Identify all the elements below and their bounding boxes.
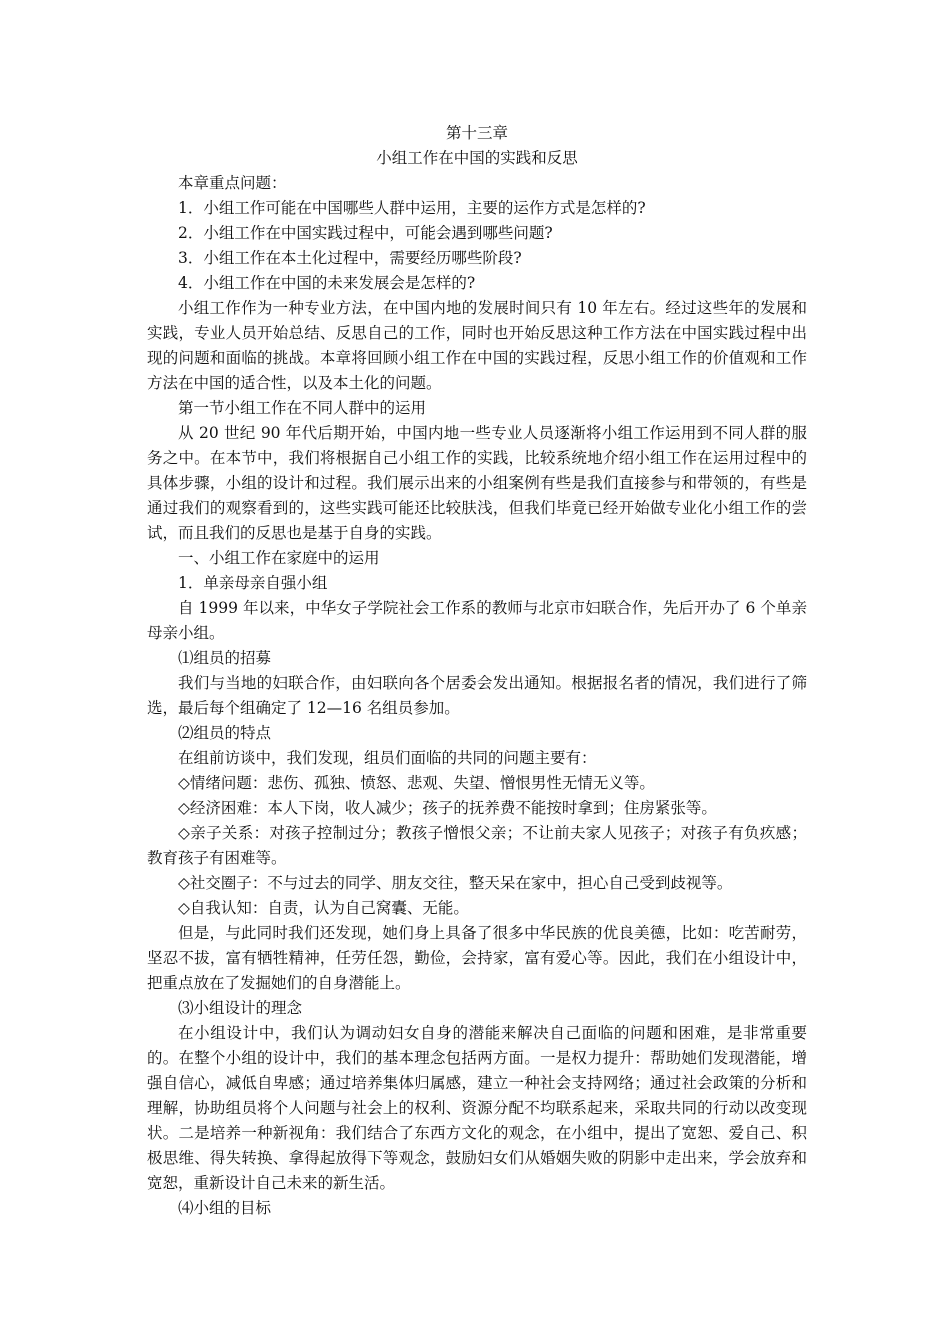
body-paragraph: 从 20 世纪 90 年代后期开始，中国内地一些专业人员逐渐将小组工作运用到不同人群的服务之中。在本节中，我们将根据自己小组工作的实践，比较系统地介绍小组工作在运用过程中的具体步骤，小组的设计和过程。我们展示出来的小组案例有些是我们直接参与和带领的，有些是通过我们的观察看到的，这些实践可能还比较肤浅，但我们毕竟已经开始做专业化小组工作的尝试，而且我们的反思也是基于自身的实践。	[147, 424, 807, 542]
body-paragraph: 小组工作作为一种专业方法，在中国内地的发展时间只有 10 年左右。经过这些年的发展和实践，专业人员开始总结、反思自己的工作，同时也开始反思这种工作方法在中国实践过程中出现的问题和面临的挑战。本章将回顾小组工作在中国的实践过程，反思小组工作的价值观和工作方法在中国的适合性，以及本土化的问题。	[147, 299, 807, 392]
chapter-title: 小组工作在中国的实践和反思	[376, 149, 578, 167]
body-paragraph: 自 1999 年以来，中华女子学院社会工作系的教师与北京市妇联合作，先后开办了 6 个单亲母亲小组。	[147, 599, 807, 642]
section-label-key-questions: 本章重点问题：	[178, 174, 287, 192]
document-body	[147, 121, 807, 1221]
list-item: ◇亲子关系：对孩子控制过分；教孩子憎恨父亲；不让前夫家人见孩子；对孩子有负疚感；教育孩子有困难等。	[147, 824, 807, 867]
chapter-heading: 第十三章	[445, 124, 508, 142]
item-heading: ⑶小组设计的理念	[178, 999, 303, 1017]
section-heading: 第一节小组工作在不同人群中的运用	[178, 399, 427, 417]
question-item: 3．小组工作在本土化过程中，需要经历哪些阶段?	[178, 249, 522, 267]
question-item: 1．小组工作可能在中国哪些人群中运用，主要的运作方式是怎样的?	[178, 199, 646, 217]
body-paragraph: 在组前访谈中，我们发现，组员们面临的共同的问题主要有：	[178, 749, 597, 767]
item-heading: ⑵组员的特点	[178, 724, 272, 742]
question-item: 4．小组工作在中国的未来发展会是怎样的?	[178, 274, 476, 292]
body-paragraph: 我们与当地的妇联合作，由妇联向各个居委会发出通知。根据报名者的情况，我们进行了筛选，最后每个组确定了 12—16 名组员参加。	[147, 674, 807, 717]
subsection-heading: 1．单亲母亲自强小组	[178, 574, 328, 592]
body-paragraph: 在小组设计中，我们认为调动妇女自身的潜能来解决自己面临的问题和困难，是非常重要的。在整个小组的设计中，我们的基本理念包括两方面。一是权力提升：帮助她们发现潜能，增强自信心，减低自卑感；通过培养集体归属感，建立一种社会支持网络；通过社会政策的分析和理解，协助组员将个人问题与社会上的权利、资源分配不均联系起来，采取共同的行动以改变现状。二是培养一种新视角：我们结合了东西方文化的观念，在小组中，提出了宽恕、爱自己、积极思维、得失转换、拿得起放得下等观念，鼓励妇女们从婚姻失败的阴影中走出来，学会放弃和宽恕，重新设计自己未来的新生活。	[147, 1024, 807, 1192]
list-item: ◇经济困难：本人下岗，收人减少；孩子的抚养费不能按时拿到；住房紧张等。	[178, 799, 717, 817]
item-heading: ⑷小组的目标	[178, 1199, 272, 1217]
subsection-heading: 一、小组工作在家庭中的运用	[178, 549, 380, 567]
list-item: ◇自我认知：自责，认为自己窝囊、无能。	[178, 899, 469, 917]
body-paragraph: 但是，与此同时我们还发现，她们身上具备了很多中华民族的优良美德，比如：吃苦耐劳，坚忍不拔，富有牺牲精神，任劳任怨，勤俭，会持家，富有爱心等。因此，我们在小组设计中，把重点放在了发掘她们的自身潜能上。	[147, 924, 807, 992]
list-item: ◇社交圈子：不与过去的同学、朋友交往，整天呆在家中，担心自己受到歧视等。	[178, 874, 733, 892]
question-item: 2．小组工作在中国实践过程中，可能会遇到哪些问题?	[178, 224, 553, 242]
list-item: ◇情绪问题：悲伤、孤独、愤怒、悲观、失望、憎恨男性无情无义等。	[178, 774, 655, 792]
item-heading: ⑴组员的招募	[178, 649, 272, 667]
